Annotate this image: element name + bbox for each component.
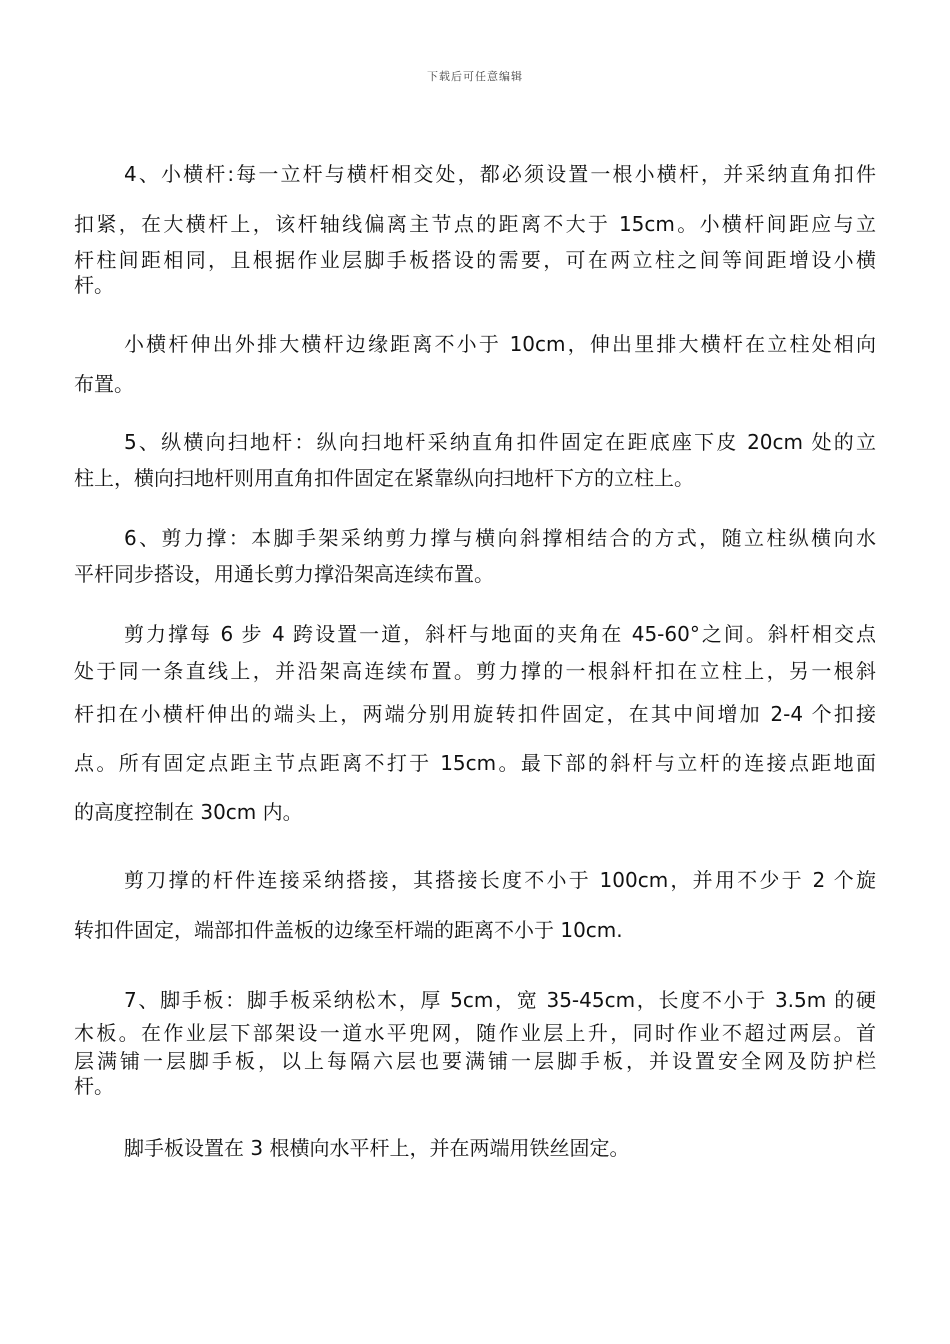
text-line: 杆。 <box>74 273 114 297</box>
text-line: 小横杆伸出外排大横杆边缘距离不小于 10cm，伸出里排大横杆在立柱处相向 <box>124 332 876 356</box>
paragraph-scissor-joint <box>74 866 876 944</box>
text-line: 处于同一条直线上，并沿架高连续布置。剪力撑的一根斜杆扣在立柱上，另一根斜 <box>74 659 876 683</box>
text-line: 柱上，横向扫地杆则用直角扣件固定在紧靠纵向扫地杆下方的立柱上。 <box>74 466 694 490</box>
text-line: 布置。 <box>74 372 134 396</box>
text-line: 杆柱间距相同，且根据作业层脚手板搭设的需要，可在两立柱之间等间距增设小横 <box>74 248 876 272</box>
paragraph-crossbar-extension <box>74 330 876 398</box>
paragraph-scissor-brace <box>74 524 876 588</box>
text-line: 转扣件固定，端部扣件盖板的边缘至杆端的距离不小于 10cm. <box>74 918 623 942</box>
page-header-note: 下载后可任意编辑 <box>427 70 523 83</box>
text-line: 7、脚手板：脚手板采纳松木，厚 5cm，宽 35-45cm，长度不小于 3.5m 的硬 <box>124 988 876 1012</box>
text-line: 的高度控制在 30cm 内。 <box>74 800 303 824</box>
paragraph-scaffold-board <box>74 986 876 1097</box>
text-line: 木板。在作业层下部架设一道水平兜网，随作业层上升，同时作业不超过两层。首 <box>74 1021 876 1045</box>
text-line: 4、小横杆:每一立杆与横杆相交处，都必须设置一根小横杆，并采纳直角扣件 <box>124 162 876 186</box>
paragraph-board-fixing <box>74 1134 876 1162</box>
paragraph-small-crossbar <box>74 160 876 296</box>
paragraph-sweep-bar <box>74 428 876 492</box>
text-line: 杆扣在小横杆伸出的端头上，两端分别用旋转扣件固定，在其中间增加 2-4 个扣接 <box>74 702 876 726</box>
text-line: 剪力撑每 6 步 4 跨设置一道，斜杆与地面的夹角在 45-60°之间。斜杆相交点 <box>124 622 876 646</box>
text-line: 剪刀撑的杆件连接采纳搭接，其搭接长度不小于 100cm，并用不少于 2 个旋 <box>124 868 876 892</box>
text-line: 点。所有固定点距主节点距离不打于 15cm。最下部的斜杆与立杆的连接点距地面 <box>74 751 876 775</box>
paragraph-brace-spacing <box>74 620 876 826</box>
text-line: 平杆同步搭设，用通长剪力撑沿架高连续布置。 <box>74 562 494 586</box>
text-line: 扣紧，在大横杆上，该杆轴线偏离主节点的距离不大于 15cm。小横杆间距应与立 <box>74 212 876 236</box>
text-line: 6、剪力撑：本脚手架采纳剪力撑与横向斜撑相结合的方式，随立柱纵横向水 <box>124 526 876 550</box>
text-line: 杆。 <box>74 1074 114 1098</box>
text-line: 5、纵横向扫地杆：纵向扫地杆采纳直角扣件固定在距底座下皮 20cm 处的立 <box>124 430 876 454</box>
text-line: 脚手板设置在 3 根横向水平杆上，并在两端用铁丝固定。 <box>124 1136 630 1160</box>
text-line: 层满铺一层脚手板，以上每隔六层也要满铺一层脚手板，并设置安全网及防护栏 <box>74 1049 876 1073</box>
